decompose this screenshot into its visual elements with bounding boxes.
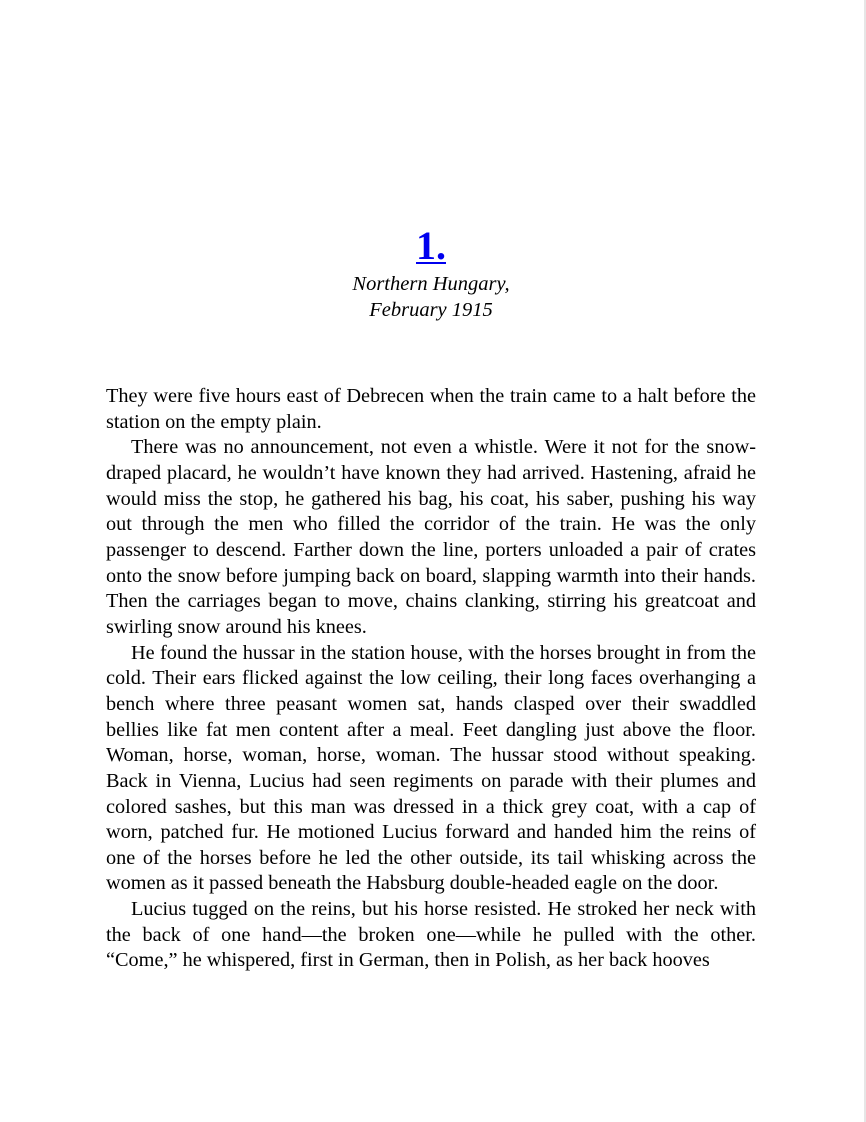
- chapter-body: [106, 384, 756, 974]
- chapter-number-link[interactable]: 1.: [416, 223, 446, 268]
- paragraph: Lucius tugged on the reins, but his horse resisted. He stroked her neck with the back of one hand—the broken one—while he pulled with the other. “Come,” he whispered, first in German, then in Polish, as her back hooves: [106, 898, 756, 972]
- paragraph: He found the hussar in the station house, with the horses brought in from the cold. Their ears flicked against the low ceiling, their long faces overhanging a bench where three peasant women sat, hands clasped over their swaddled bellies like fat men content after a meal. Feet dangling just above the floor. Woman, horse, woman, horse, woman. The hussar stood without speaking. Back in Vienna, Lucius had seen regiments on parade with their plumes and colored sashes, but this man was dressed in a thick grey coat, with a cap of worn, patched fur. He motioned Lucius forward and handed him the reins of one of the horses before he led the other outside, its tail whisking across the women as it passed beneath the Habsburg double-headed eagle on the door.: [106, 641, 756, 895]
- chapter-header: [0, 224, 862, 323]
- chapter-location: [0, 272, 862, 323]
- chapter-location-place: Northern Hungary,: [352, 273, 510, 295]
- chapter-location-date: February 1915: [369, 298, 493, 321]
- paragraph: They were five hours east of Debrecen when the train came to a halt before the station on the empty plain.: [106, 385, 756, 433]
- paragraph: There was no announcement, not even a whistle. Were it not for the snow-draped placard, he wouldn’t have known they had arrived. Hastening, afraid he would miss the stop, he gathered his bag, his coat, his saber, pushing his way out through the men who filled the corridor of the train. He was the only passenger to descend. Farther down the line, porters unloaded a pair of crates onto the snow before jumping back on board, slapping warmth into their hands. Then the carriages began to move, chains clanking, stirring his greatcoat and swirling snow around his knees.: [106, 436, 756, 638]
